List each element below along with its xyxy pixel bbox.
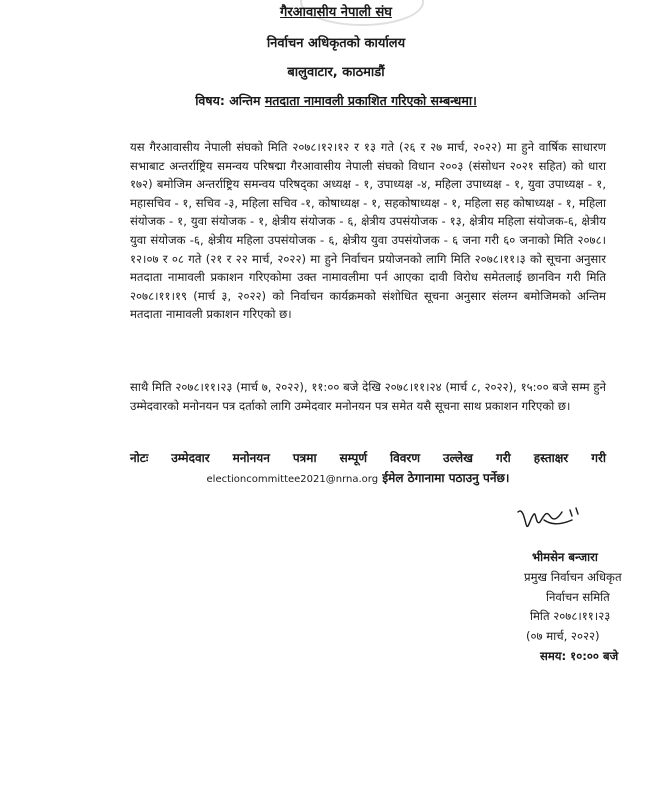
note-section <box>130 448 606 490</box>
subject-line <box>0 92 672 109</box>
body-paragraph-2: साथै मिति २०७८।११।२३ (मार्च ७, २०२२), ११:०० बजे देखि २०७८।११।२४ (मार्च ८, २०२२), १५:०० बजे सम्म हुने उम्मेदवारको मनोनयन पत्र दर्ताको लागि उम्मेदवार मनोनयन पत्र समेत यसै सूचना साथ प्रकाशन गरिएको छ। <box>130 380 606 413</box>
note-word: मनोनयन <box>232 451 270 465</box>
office-name: निर्वाचन अधिकृतको कार्यालय <box>266 36 406 51</box>
note-word: पत्रमा <box>292 451 317 465</box>
note-tail: ईमेल ठेगानामा पठाउनु पर्नेछ। <box>382 471 510 485</box>
subject-title: मतदाता नामावली प्रकाशित गरिएको सम्बन्धमा। <box>264 93 477 108</box>
note-word: हस्ताक्षर <box>533 451 569 465</box>
note-word: गरी <box>495 451 511 465</box>
note-line-1 <box>130 448 606 468</box>
note-word: नोटः <box>130 451 149 465</box>
signature-time: समय: १०:०० बजे <box>540 648 619 663</box>
note-line-2 <box>130 468 606 490</box>
note-word: सम्पूर्ण <box>339 451 367 465</box>
note-word: विवरण <box>389 451 421 465</box>
signature-date-bs: मिति २०७८।११।२३ <box>530 609 611 624</box>
body-paragraph-1: यस गैरआवासीय नेपाली संघको मिति २०७८।१२।१२ र १३ गते (२६ र २७ मार्च, २०२२) मा हुने वार्षिक साधारण सभाबाट अन्तर्राष्ट्रिय समन्वय परिषद्मा गैरआवासीय नेपाली संघको विधान २००३ (संसोधन २०२१ सहित) को धारा १७२) बमोजिम अन्तर्राष्ट्रिय समन्वय परिषद्का अध्यक्ष - १, उपाध्यक्ष -४, महिला उपाध्यक्ष - १, युवा उपाध्यक्ष - १, महासचिव - १, सचिव -३, महिला सचिव -१, कोषाध्यक्ष - १, सहकोषाध्यक्ष - १, महिला सह कोषाध्यक्ष - १, महिला संयोजक - १, युवा संयोजक - १, क्षेत्रीय संयोजक - ६, क्षेत्रीय उपसंयोजक - १३, क्षेत्रीय महिला संयोजक-६, क्षेत्रीय युवा संयोजक -६, क्षेत्रीय महिला उपसंयोजक - ६, क्षेत्रीय युवा उपसंयोजक - ६ जना गरी ६० जनाको मिति २०७८।१२।०७ र ०८ गते (२१ र २२ मार्च, २०२२) मा हुने निर्वाचन प्रयोजनको लागि मिति २०७८।११।३ को सूचना अनुसार मतदाता नामावली प्रकाशन गरिएकोमा उक्त नामावलीमा पर्न आएका दावी विरोध समेतलाई छानविन गरी मिति २०७८।११।१९ (मार्च ३, २०२२) को निर्वाचन कार्यक्रमको संशोधित सूचना अनुसार संलग्न बमोजिमको अन्तिम मतदाता नामावली प्रकाशन गरिएको छ। <box>130 140 606 322</box>
office-address: बालुवाटार, काठमाडौं <box>287 65 385 80</box>
note-word: गरी <box>591 451 606 465</box>
signatory-committee: निर्वाचन समिति <box>546 589 610 604</box>
signature-date-ad: (०७ मार्च, २०२२) <box>526 629 600 644</box>
signatory-name: भीमसेन बन्जारा <box>532 550 598 564</box>
subject-prefix: विषय: अन्तिम <box>195 93 261 108</box>
note-word: उल्लेख <box>443 451 473 465</box>
signature-block <box>482 548 632 667</box>
note-word: उम्मेदवार <box>171 451 210 465</box>
handwritten-signature <box>514 506 584 542</box>
signatory-position: प्रमुख निर्वाचन अधिकृत <box>524 569 622 584</box>
organization-name: गैरआवासीय नेपाली संघ <box>280 5 392 20</box>
email-address[interactable]: electioncommittee2021@nrna.org <box>206 474 379 485</box>
